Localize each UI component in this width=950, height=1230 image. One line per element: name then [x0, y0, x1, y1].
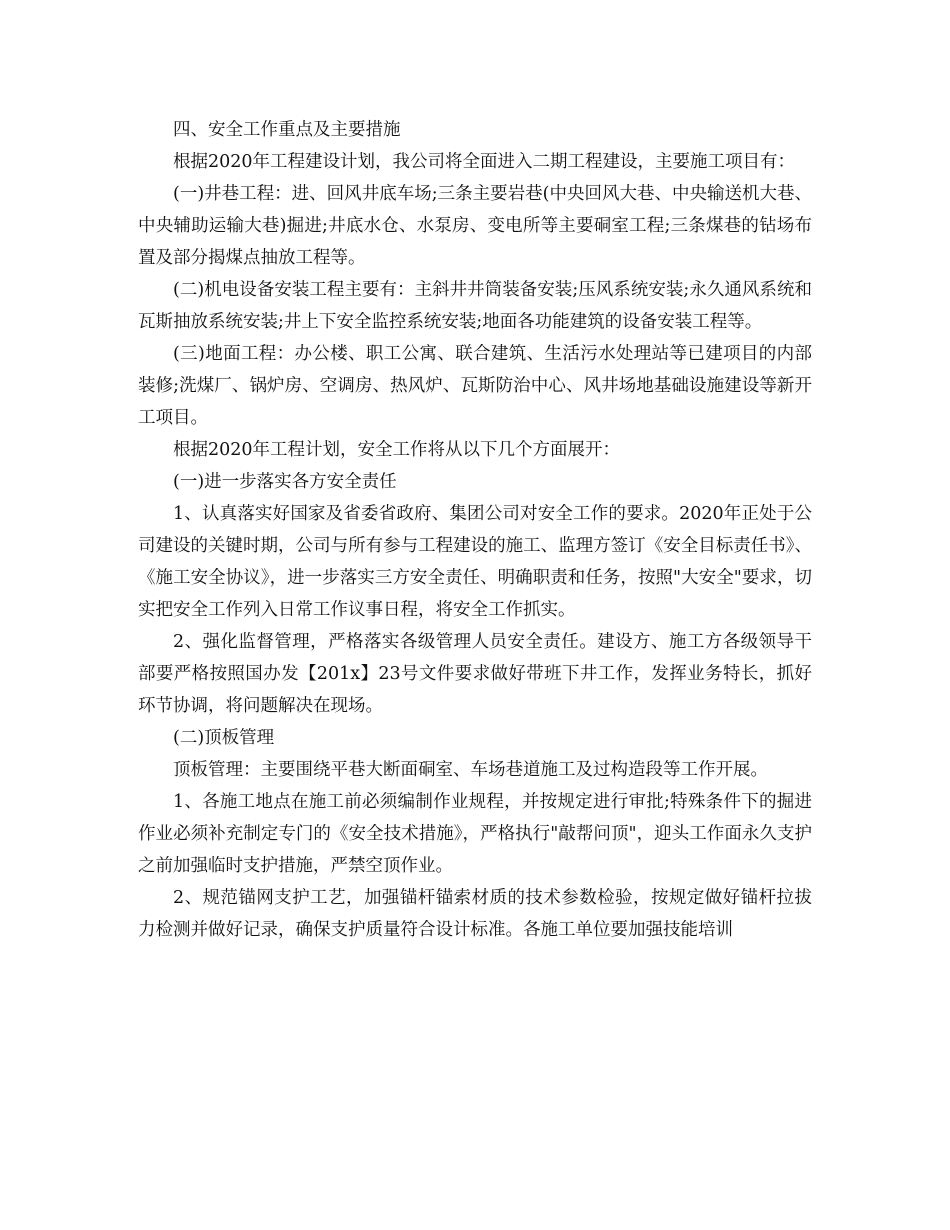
paragraph: 根据2020年工程建设计划，我公司将全面进入二期工程建设，主要施工项目有：: [173, 152, 796, 172]
paragraph: (二)机电设备安装工程主要有：主斜井井筒装备安装;压风系统安装;永久通风系统和瓦斯抽放系统安装;井上下安全监控系统安装;地面各功能建筑的设备安装工程等。: [138, 280, 812, 332]
subheading: (一)进一步落实各方安全责任: [173, 472, 397, 492]
section-heading: 四、安全工作重点及主要措施: [173, 120, 401, 140]
paragraph: 1、认真落实好国家及省委省政府、集团公司对安全工作的要求。2020年正处于公司建设的关键时期，公司与所有参与工程建设的施工、监理方签订《安全目标责任书》、《施工安全协议》，进一步落实三方安全责任、明确职责和任务，按照"大安全"要求，切实把安全工作列入日常工作议事日程，将安全工作抓实。: [138, 504, 812, 620]
paragraph: (三)地面工程：办公楼、职工公寓、联合建筑、生活污水处理站等已建项目的内部装修;洗煤厂、锅炉房、空调房、热风炉、瓦斯防治中心、风井场地基础设施建设等新开工项目。: [138, 344, 812, 428]
subheading: (二)顶板管理: [173, 728, 275, 748]
paragraph: 2、强化监督管理，严格落实各级管理人员安全责任。建设方、施工方各级领导干部要严格按照国办发【201x】23号文件要求做好带班下井工作，发挥业务特长，抓好环节协调，将问题解决在现场。: [138, 632, 812, 716]
paragraph: 顶板管理：主要围绕平巷大断面硐室、车场巷道施工及过构造段等工作开展。: [173, 760, 768, 780]
paragraph: 根据2020年工程计划，安全工作将从以下几个方面展开：: [173, 440, 621, 460]
document-body: [138, 114, 812, 946]
paragraph: 1、各施工地点在施工前必须编制作业规程，并按规定进行审批;特殊条件下的掘进作业必须补充制定专门的《安全技术措施》，严格执行"敲帮问顶"，迎头工作面永久支护之前加强临时支护措施，严禁空顶作业。: [138, 792, 812, 876]
paragraph: (一)井巷工程：进、回风井底车场;三条主要岩巷(中央回风大巷、中央输送机大巷、中央辅助运输大巷)掘进;井底水仓、水泵房、变电所等主要硐室工程;三条煤巷的钻场布置及部分揭煤点抽放工程等。: [138, 184, 812, 268]
paragraph: 2、规范锚网支护工艺，加强锚杆锚索材质的技术参数检验，按规定做好锚杆拉拔力检测并做好记录，确保支护质量符合设计标准。各施工单位要加强技能培训: [138, 888, 812, 940]
